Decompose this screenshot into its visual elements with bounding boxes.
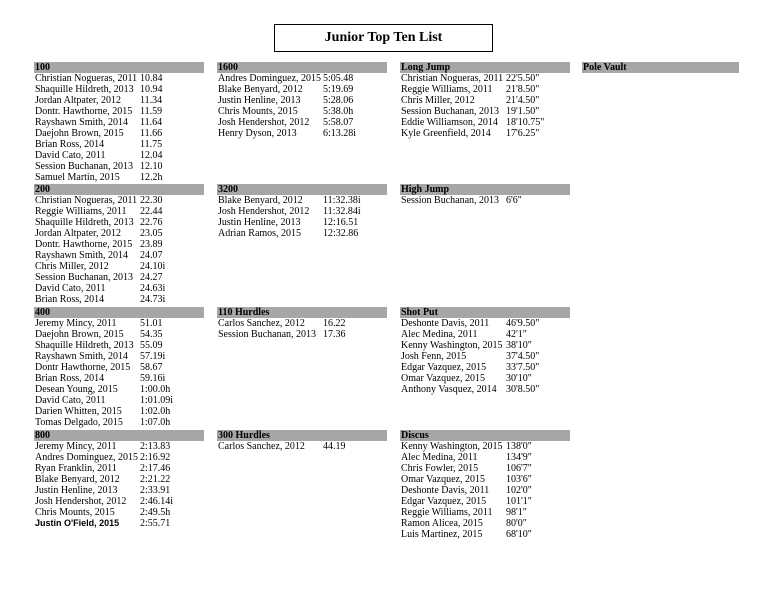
result-mark: 2:17.46: [140, 463, 171, 474]
result-mark: 11.75: [140, 139, 163, 150]
result-row: [400, 485, 570, 496]
athlete-name: Carlos Sanchez, 2012: [218, 318, 305, 329]
result-row: [217, 217, 387, 228]
athlete-name: Samuel Martin, 2015: [35, 172, 120, 183]
result-mark: 24.10i: [140, 261, 166, 272]
result-row: [217, 318, 387, 329]
result-mark: 1:01.09i: [140, 395, 174, 406]
event-header: 100: [34, 62, 204, 73]
result-row: [34, 206, 204, 217]
result-mark: 17'6.25": [506, 128, 540, 139]
result-row: [34, 106, 204, 117]
athlete-name: Andres Dominguez, 2015: [35, 452, 139, 463]
result-row: [400, 496, 570, 507]
result-row: [400, 441, 570, 452]
athlete-name: Chris Mounts, 2015: [35, 507, 115, 518]
athlete-name: Dontr Hawthorne, 2015: [35, 362, 131, 373]
event-200: [34, 184, 204, 305]
result-row: [217, 441, 387, 452]
athlete-name: Brian Ross, 2014: [35, 294, 105, 305]
athlete-name: Christian Nogueras, 2011: [35, 73, 138, 84]
event-3200: [217, 184, 387, 239]
athlete-name: Andres Dominguez, 2015: [218, 73, 322, 84]
result-mark: 11.64: [140, 117, 163, 128]
athlete-name: Christian Nogueras, 2011: [35, 195, 138, 206]
result-row: [400, 529, 570, 540]
result-row: [34, 228, 204, 239]
result-row: [34, 294, 204, 305]
athlete-name: Session Buchanan, 2013: [35, 272, 134, 283]
athlete-name: Jeremy Mincy, 2011: [35, 441, 117, 452]
result-mark: 2:55.71: [140, 518, 171, 529]
athlete-name: Shaquille Hildreth, 2013: [35, 340, 134, 351]
result-mark: 57.19i: [140, 351, 166, 362]
result-mark: 16.22: [323, 318, 346, 329]
result-mark: 46'9.50": [506, 318, 540, 329]
event-shot-put: [400, 307, 570, 395]
result-mark: 1:07.0h: [140, 417, 171, 428]
result-mark: 12.10: [140, 161, 163, 172]
result-mark: 17.36: [323, 329, 346, 340]
result-row: [400, 474, 570, 485]
result-row: [34, 507, 204, 518]
athlete-name: Kenny Washington, 2015: [401, 441, 503, 452]
athlete-name: Justin Henline, 2013: [218, 217, 301, 228]
athlete-name: Josh Hendershot, 2012: [218, 206, 310, 217]
result-row: [34, 195, 204, 206]
result-row: [34, 95, 204, 106]
athlete-name: Rayshawn Smith, 2014: [35, 117, 129, 128]
result-row: [217, 206, 387, 217]
result-row: [34, 362, 204, 373]
result-row: [34, 172, 204, 183]
result-mark: 134'9": [506, 452, 532, 463]
result-row: [34, 250, 204, 261]
result-row: [34, 373, 204, 384]
result-mark: 101'1": [506, 496, 532, 507]
result-mark: 10.84: [140, 73, 163, 84]
athlete-name: David Cato, 2011: [35, 283, 106, 294]
result-mark: 11.59: [140, 106, 163, 117]
event-header: High Jump: [400, 184, 570, 195]
result-mark: 5:05.48: [323, 73, 354, 84]
result-mark: 2:16.92: [140, 452, 171, 463]
result-mark: 19'1.50": [506, 106, 540, 117]
result-row: [400, 117, 570, 128]
result-row: [34, 73, 204, 84]
result-row: [217, 128, 387, 139]
athlete-name: Dontr. Hawthorne, 2015: [35, 106, 133, 117]
event-header: 400: [34, 307, 204, 318]
result-mark: 12:16.51: [323, 217, 359, 228]
athlete-name: Session Buchanan, 2013: [401, 195, 500, 206]
athlete-name: Anthony Vasquez, 2014: [401, 384, 497, 395]
result-row: [34, 150, 204, 161]
result-mark: 23.05: [140, 228, 163, 239]
result-row: [34, 117, 204, 128]
result-row: [34, 283, 204, 294]
athlete-name: Shaquille Hildreth, 2013: [35, 217, 134, 228]
result-row: [34, 518, 204, 529]
event-300-hurdles: [217, 430, 387, 452]
athlete-name: Ramon Alicea, 2015: [401, 518, 483, 529]
result-row: [34, 272, 204, 283]
result-mark: 24.73i: [140, 294, 166, 305]
result-mark: 37'4.50": [506, 351, 540, 362]
result-mark: 12.2h: [140, 172, 163, 183]
result-row: [400, 329, 570, 340]
result-mark: 58.67: [140, 362, 163, 373]
result-mark: 2:33.91: [140, 485, 171, 496]
athlete-name: Reggie Williams, 2011: [35, 206, 127, 217]
athlete-name: Brian Ross, 2014: [35, 373, 105, 384]
athlete-name: Alec Medina, 2011: [401, 452, 478, 463]
athlete-name: Omar Vazquez, 2015: [401, 474, 485, 485]
result-mark: 59.16i: [140, 373, 166, 384]
result-row: [217, 228, 387, 239]
athlete-name: David Cato, 2011: [35, 150, 106, 161]
result-row: [34, 318, 204, 329]
event-discus: [400, 430, 570, 540]
result-mark: 11:32.84i: [323, 206, 361, 217]
athlete-name: Daejohn Brown, 2015: [35, 128, 124, 139]
athlete-name: Chris Miller, 2012: [35, 261, 109, 272]
result-mark: 5:38.0h: [323, 106, 354, 117]
athlete-name: Carlos Sanchez, 2012: [218, 441, 305, 452]
athlete-name: Kenny Washington, 2015: [401, 340, 503, 351]
athlete-name: Daejohn Brown, 2015: [35, 329, 124, 340]
athlete-name: Desean Young, 2015: [35, 384, 118, 395]
result-mark: 30'8.50": [506, 384, 540, 395]
result-row: [400, 195, 570, 206]
athlete-name: Session Buchanan, 2013: [218, 329, 317, 340]
result-row: [34, 406, 204, 417]
event-header: 3200: [217, 184, 387, 195]
athlete-name: Shaquille Hildreth, 2013: [35, 84, 134, 95]
athlete-name: Session Buchanan, 2013: [401, 106, 500, 117]
result-row: [217, 95, 387, 106]
event-110-hurdles: [217, 307, 387, 340]
result-mark: 10.94: [140, 84, 163, 95]
event-long-jump: [400, 62, 570, 139]
result-mark: 54.35: [140, 329, 163, 340]
event-header: 200: [34, 184, 204, 195]
athlete-name: Dontr. Hawthorne, 2015: [35, 239, 133, 250]
result-row: [34, 239, 204, 250]
result-mark: 2:21.22: [140, 474, 171, 485]
athlete-name: Tomas Delgado, 2015: [35, 417, 123, 428]
result-row: [400, 351, 570, 362]
athlete-name: Rayshawn Smith, 2014: [35, 351, 129, 362]
result-mark: 5:58.07: [323, 117, 354, 128]
result-mark: 24.07: [140, 250, 163, 261]
event-100: [34, 62, 204, 183]
result-mark: 24.27: [140, 272, 163, 283]
athlete-name: Justin Henline, 2013: [35, 485, 118, 496]
result-mark: 1:02.0h: [140, 406, 171, 417]
event-header: Pole Vault: [582, 62, 739, 73]
result-row: [34, 340, 204, 351]
result-row: [34, 395, 204, 406]
result-row: [34, 84, 204, 95]
result-mark: 98'1": [506, 507, 527, 518]
result-row: [400, 318, 570, 329]
athlete-name: Chris Miller, 2012: [401, 95, 475, 106]
result-mark: 102'0": [506, 485, 532, 496]
result-mark: 11.34: [140, 95, 163, 106]
result-mark: 103'6": [506, 474, 532, 485]
result-row: [217, 84, 387, 95]
result-row: [217, 329, 387, 340]
athlete-name: Jordan Altpater, 2012: [35, 228, 121, 239]
event-header: 1600: [217, 62, 387, 73]
result-row: [400, 106, 570, 117]
page-title: Junior Top Ten List: [274, 24, 493, 52]
athlete-name: Eddie Williamson, 2014: [401, 117, 498, 128]
result-row: [34, 139, 204, 150]
result-mark: 12:32.86: [323, 228, 359, 239]
athlete-name: Reggie Williams, 2011: [401, 84, 493, 95]
result-mark: 2:46.14i: [140, 496, 174, 507]
result-mark: 106'7": [506, 463, 532, 474]
result-row: [34, 128, 204, 139]
result-mark: 21'8.50": [506, 84, 540, 95]
result-row: [400, 373, 570, 384]
athlete-name: Edgar Vazquez, 2015: [401, 496, 487, 507]
result-row: [400, 518, 570, 529]
event-high-jump: [400, 184, 570, 206]
event-header: Discus: [400, 430, 570, 441]
result-row: [400, 452, 570, 463]
event-header: 800: [34, 430, 204, 441]
athlete-name: Adrian Ramos, 2015: [218, 228, 302, 239]
result-row: [400, 95, 570, 106]
athlete-name: Chris Fowler, 2015: [401, 463, 479, 474]
athlete-name: Josh Fenn, 2015: [401, 351, 467, 362]
event-1600: [217, 62, 387, 139]
result-mark: 68'10": [506, 529, 532, 540]
athlete-name: Darien Whitten, 2015: [35, 406, 122, 417]
athlete-name: Blake Benyard, 2012: [35, 474, 120, 485]
athlete-name: Blake Benyard, 2012: [218, 84, 303, 95]
result-mark: 2:13.83: [140, 441, 171, 452]
athlete-name: Kyle Greenfield, 2014: [401, 128, 491, 139]
result-row: [400, 128, 570, 139]
result-mark: 11:32.38i: [323, 195, 361, 206]
result-mark: 30'10": [506, 373, 532, 384]
result-mark: 2:49.5h: [140, 507, 171, 518]
result-row: [34, 496, 204, 507]
event-header: 300 Hurdles: [217, 430, 387, 441]
athlete-name: Edgar Vazquez, 2015: [401, 362, 487, 373]
result-mark: 24.63i: [140, 283, 166, 294]
result-row: [217, 73, 387, 84]
event-800: [34, 430, 204, 529]
event-pole-vault: [582, 62, 739, 73]
result-mark: 5:19.69: [323, 84, 354, 95]
result-mark: 33'7.50": [506, 362, 540, 373]
athlete-name: Josh Hendershot, 2012: [218, 117, 310, 128]
athlete-name: Deshonte Davis, 2011: [401, 318, 490, 329]
athlete-name: Henry Dyson, 2013: [218, 128, 297, 139]
result-mark: 1:00.0h: [140, 384, 171, 395]
result-mark: 11.66: [140, 128, 163, 139]
result-row: [400, 73, 570, 84]
athlete-name: Josh Hendershot, 2012: [35, 496, 127, 507]
result-row: [34, 217, 204, 228]
result-row: [34, 441, 204, 452]
result-mark: 12.04: [140, 150, 163, 161]
athlete-name: Session Buchanan, 2013: [35, 161, 134, 172]
result-row: [400, 463, 570, 474]
athlete-name: Reggie Williams, 2011: [401, 507, 493, 518]
result-row: [217, 117, 387, 128]
result-row: [400, 340, 570, 351]
event-400: [34, 307, 204, 428]
result-row: [217, 106, 387, 117]
result-mark: 6:13.28i: [323, 128, 357, 139]
result-mark: 6'6": [506, 195, 522, 206]
result-mark: 80'0": [506, 518, 527, 529]
result-row: [34, 485, 204, 496]
result-mark: 22.76: [140, 217, 163, 228]
result-row: [34, 417, 204, 428]
result-mark: 138'0": [506, 441, 532, 452]
athlete-name: Justin Henline, 2013: [218, 95, 301, 106]
result-row: [34, 329, 204, 340]
event-header: 110 Hurdles: [217, 307, 387, 318]
result-mark: 44.19: [323, 441, 346, 452]
athlete-name: Christian Nogueras, 2011: [401, 73, 504, 84]
result-mark: 22.30: [140, 195, 163, 206]
result-row: [217, 195, 387, 206]
athlete-name: Blake Benyard, 2012: [218, 195, 303, 206]
athlete-name: David Cato, 2011: [35, 395, 106, 406]
athlete-name: Omar Vazquez, 2015: [401, 373, 485, 384]
result-row: [34, 351, 204, 362]
athlete-name: Luis Martinez, 2015: [401, 529, 483, 540]
athlete-name: Jordan Altpater, 2012: [35, 95, 121, 106]
athlete-name: Jeremy Mincy, 2011: [35, 318, 117, 329]
result-mark: 5:28.06: [323, 95, 354, 106]
result-row: [34, 452, 204, 463]
result-row: [400, 362, 570, 373]
result-mark: 51.01: [140, 318, 163, 329]
athlete-name: Alec Medina, 2011: [401, 329, 478, 340]
event-header: Long Jump: [400, 62, 570, 73]
result-mark: 21'4.50": [506, 95, 540, 106]
result-mark: 38'10": [506, 340, 532, 351]
result-row: [34, 161, 204, 172]
athlete-name: Chris Mounts, 2015: [218, 106, 298, 117]
result-mark: 22.44: [140, 206, 163, 217]
result-row: [34, 474, 204, 485]
result-mark: 22'5.50": [506, 73, 540, 84]
result-row: [34, 384, 204, 395]
result-mark: 23.89: [140, 239, 163, 250]
result-row: [34, 463, 204, 474]
result-row: [400, 384, 570, 395]
result-mark: 55.09: [140, 340, 163, 351]
result-row: [400, 84, 570, 95]
athlete-name: Brian Ross, 2014: [35, 139, 105, 150]
result-mark: 42'1": [506, 329, 527, 340]
athlete-name: Deshonte Davis, 2011: [401, 485, 490, 496]
athlete-name: Justin O'Field, 2015: [35, 518, 120, 528]
athlete-name: Rayshawn Smith, 2014: [35, 250, 129, 261]
event-header: Shot Put: [400, 307, 570, 318]
result-row: [400, 507, 570, 518]
result-mark: 18'10.75": [506, 117, 545, 128]
athlete-name: Ryan Franklin, 2011: [35, 463, 117, 474]
result-row: [34, 261, 204, 272]
